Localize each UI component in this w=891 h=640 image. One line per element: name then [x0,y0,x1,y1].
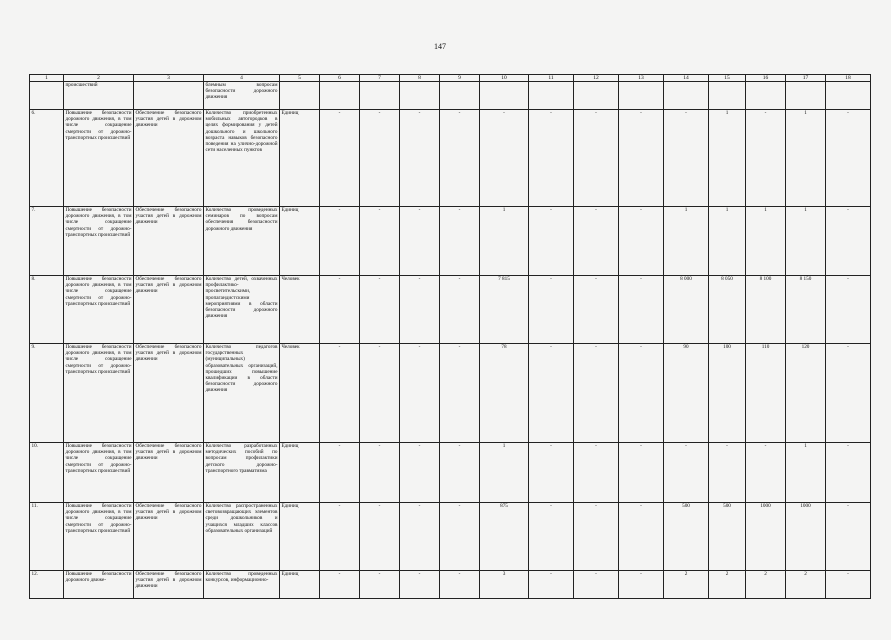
value-cell-col-15: 100 [709,344,746,443]
value-cell-col-7: - [360,110,400,207]
value-cell-col-13: - [619,344,664,443]
table-row [30,344,871,443]
value-cell-col-13: - [619,207,664,276]
goal-cell: Повышение безопасности дорожного движения, в том числе сокращение смертности от дорожно-транспортных происшествий [64,276,134,344]
value-cell-col-14: 90 [664,344,709,443]
value-cell-col-17: 2 [786,571,826,599]
value-cell-col-11: - [529,344,574,443]
value-cell-col-16: 110 [746,344,786,443]
table-row [30,276,871,344]
indicator-cell: Количество проведенных семинаров по вопросам обеспечения безопасности дорожного движения [204,207,280,276]
carry-indicator-cell: блемным вопросам безопасности дорожного движения [204,82,280,110]
value-cell-col-17: 120 [786,344,826,443]
value-cell-col-18: - [826,503,871,571]
value-cell-col-16: - [746,443,786,503]
column-header-1: 1 [30,75,64,82]
value-cell-col-7: - [360,344,400,443]
value-cell-col-6: - [320,443,360,503]
column-header-16: 16 [746,75,786,82]
value-cell-col-10: - [480,110,529,207]
value-cell-col-14: 500 [664,503,709,571]
value-cell-col-14: - [664,110,709,207]
value-cell-col-11: - [529,207,574,276]
value-cell-col-12: - [574,443,619,503]
value-cell-col-9: - [440,276,480,344]
carry-task-cell [134,82,204,110]
value-cell-col-8: - [400,443,440,503]
indicator-cell: Количество распространенных световозвращающих элементов среди дошкольников и учащихся младших классов образовательных организаций [204,503,280,571]
value-cell-col-17: 1 [786,110,826,207]
value-cell-col-16: 1000 [746,503,786,571]
goal-cell: Повышение безопасности дорожного движе- [64,571,134,599]
row-number-cell: 9. [30,344,64,443]
value-cell-col-18: - [826,276,871,344]
column-header-18: 18 [826,75,871,82]
value-cell-col-9: - [440,344,480,443]
value-cell-col-9: - [440,110,480,207]
value-cell-col-11: - [529,571,574,599]
value-cell-col-13: - [619,571,664,599]
task-cell: Обеспечение безопасного участия детей в дорожном движении [134,276,204,344]
value-cell-col-10: 875 [480,503,529,571]
goal-cell: Повышение безопасности дорожного движения, в том числе сокращение смертности от дорожно-транспортных происшествий [64,207,134,276]
value-cell-col-15: 1 [709,110,746,207]
unit-cell: Человек [280,276,320,344]
goal-cell: Повышение безопасности дорожного движения, в том числе сокращение смертности от дорожно-транспортных происшествий [64,443,134,503]
value-cell-col-11: - [529,503,574,571]
carry-value-cell [664,82,709,110]
value-cell-col-14: - [664,443,709,503]
value-cell-col-16: - [746,110,786,207]
value-cell-col-10: 78 [480,344,529,443]
unit-cell: Единиц [280,503,320,571]
carry-value-cell [440,82,480,110]
value-cell-col-17: 1000 [786,503,826,571]
value-cell-col-13: - [619,110,664,207]
value-cell-col-18: - [826,110,871,207]
goal-cell: Повышение безопасности дорожного движения, в том числе сокращение смертности от дорожно-транспортных происшествий [64,503,134,571]
task-cell: Обеспечение безопасного участия детей в дорожном движении [134,503,204,571]
indicator-cell: Количество педагогов государственных (муниципальных) образовательных организаций, прошедших повышение квалификации в области безопасности дорожного движения [204,344,280,443]
value-cell-col-15: 500 [709,503,746,571]
value-cell-col-7: - [360,503,400,571]
indicator-cell: Количество приобретенных мобильных автогородков в целях формирования у детей дошкольного и школьного возраста навыков безопасного поведения на улично-дорожной сети населенных пунктов [204,110,280,207]
value-cell-col-13: - [619,276,664,344]
column-header-2: 2 [64,75,134,82]
value-cell-col-6: - [320,207,360,276]
table-row [30,443,871,503]
column-header-5: 5 [280,75,320,82]
value-cell-col-13: - [619,503,664,571]
value-cell-col-12: - [574,571,619,599]
value-cell-col-12: - [574,503,619,571]
value-cell-col-10: 1 [480,443,529,503]
value-cell-col-14: 2 [664,571,709,599]
value-cell-col-10: 7 815 [480,276,529,344]
value-cell-col-9: - [440,207,480,276]
carry-num-cell [30,82,64,110]
value-cell-col-9: - [440,571,480,599]
value-cell-col-7: - [360,276,400,344]
table-row [30,503,871,571]
value-cell-col-8: - [400,503,440,571]
value-cell-col-11: - [529,276,574,344]
value-cell-col-6: - [320,110,360,207]
carry-value-cell [826,82,871,110]
column-number-row [30,75,871,82]
row-number-cell: 6. [30,110,64,207]
indicator-cell: Количество детей, охваченных профилактико-просветительскими, пропагандистскими мероприятиями в области безопасности дорожного движения [204,276,280,344]
value-cell-col-9: - [440,503,480,571]
value-cell-col-6: - [320,344,360,443]
unit-cell: Единиц [280,571,320,599]
value-cell-col-12: - [574,344,619,443]
carry-goal-cell: происшествий [64,82,134,110]
value-cell-col-8: - [400,207,440,276]
value-cell-col-15: 2 [709,571,746,599]
value-cell-col-12: - [574,276,619,344]
carry-value-cell [529,82,574,110]
table-row [30,207,871,276]
column-header-6: 6 [320,75,360,82]
table-body [30,75,871,599]
carry-value-cell [709,82,746,110]
value-cell-col-12: - [574,110,619,207]
value-cell-col-8: - [400,110,440,207]
value-cell-col-18: - [826,344,871,443]
value-cell-col-14: 1 [664,207,709,276]
carry-value-cell [480,82,529,110]
column-header-4: 4 [204,75,280,82]
value-cell-col-12: - [574,207,619,276]
value-cell-col-8: - [400,571,440,599]
value-cell-col-11: - [529,443,574,503]
carry-value-cell [400,82,440,110]
task-cell: Обеспечение безопасного участия детей в дорожном движении [134,344,204,443]
column-header-15: 15 [709,75,746,82]
value-cell-col-16: 2 [746,571,786,599]
row-number-cell: 11. [30,503,64,571]
value-cell-col-10: 1 [480,207,529,276]
carry-value-cell [746,82,786,110]
value-cell-col-6: - [320,571,360,599]
value-cell-col-7: - [360,571,400,599]
table-container [29,74,850,595]
value-cell-col-15: 1 [709,207,746,276]
column-header-9: 9 [440,75,480,82]
column-header-11: 11 [529,75,574,82]
column-header-17: 17 [786,75,826,82]
carry-value-cell [360,82,400,110]
value-cell-col-17: 1 [786,443,826,503]
unit-cell: Единиц [280,443,320,503]
column-header-3: 3 [134,75,204,82]
carryover-row [30,82,871,110]
value-cell-col-8: - [400,276,440,344]
value-cell-col-8: - [400,344,440,443]
carry-value-cell [280,82,320,110]
carry-value-cell [574,82,619,110]
column-header-13: 13 [619,75,664,82]
value-cell-col-6: - [320,503,360,571]
value-cell-col-15: 8 050 [709,276,746,344]
value-cell-col-13: - [619,443,664,503]
value-cell-col-18: - [826,207,871,276]
value-cell-col-15: - [709,443,746,503]
goal-cell: Повышение безопасности дорожного движения, в том числе сокращение смертности от дорожно-транспортных происшествий [64,110,134,207]
table-row [30,571,871,599]
row-number-cell: 7. [30,207,64,276]
column-header-10: 10 [480,75,529,82]
indicators-table [29,74,871,599]
row-number-cell: 12. [30,571,64,599]
task-cell: Обеспечение безопасного участия детей в дорожном движении [134,207,204,276]
task-cell: Обеспечение безопасного участия детей в дорожном движении [134,443,204,503]
page-number: 147 [434,42,446,51]
value-cell-col-7: - [360,207,400,276]
carry-value-cell [786,82,826,110]
goal-cell: Повышение безопасности дорожного движения, в том числе сокращение смертности от дорожно-транспортных происшествий [64,344,134,443]
value-cell-col-18: - [826,443,871,503]
indicator-cell: Количество разработанных методических пособий по вопросам профилактики детского дорожно-транспортного травматизма [204,443,280,503]
row-number-cell: 8. [30,276,64,344]
column-header-12: 12 [574,75,619,82]
value-cell-col-17: 8 150 [786,276,826,344]
value-cell-col-10: 3 [480,571,529,599]
value-cell-col-18: - [826,571,871,599]
carry-value-cell [619,82,664,110]
task-cell: Обеспечение безопасного участия детей в дорожном движении [134,571,204,599]
column-header-14: 14 [664,75,709,82]
value-cell-col-6: - [320,276,360,344]
unit-cell: Единиц [280,207,320,276]
value-cell-col-9: - [440,443,480,503]
row-number-cell: 10. [30,443,64,503]
column-header-8: 8 [400,75,440,82]
value-cell-col-14: 8 000 [664,276,709,344]
value-cell-col-16: 1 [746,207,786,276]
unit-cell: Единиц [280,110,320,207]
indicator-cell: Количество проведенных конкурсов, информационно- [204,571,280,599]
unit-cell: Человек [280,344,320,443]
carry-value-cell [320,82,360,110]
task-cell: Обеспечение безопасного участия детей в дорожном движении [134,110,204,207]
table-row [30,110,871,207]
value-cell-col-16: 8 100 [746,276,786,344]
value-cell-col-7: - [360,443,400,503]
column-header-7: 7 [360,75,400,82]
value-cell-col-11: - [529,110,574,207]
value-cell-col-17: 1 [786,207,826,276]
